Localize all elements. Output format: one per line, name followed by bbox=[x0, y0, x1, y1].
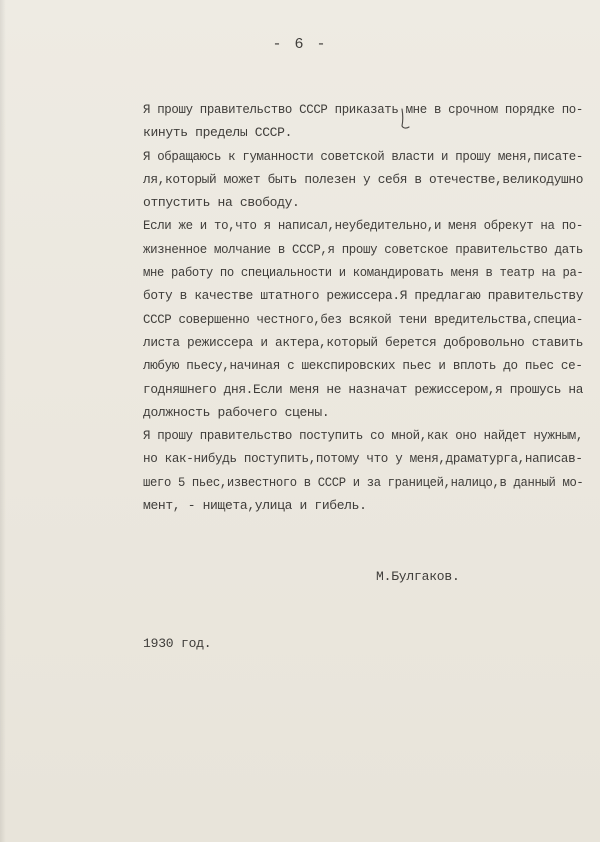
text-line: Если же и то,что я написал,неубедительно,и меня обрекут на по- bbox=[143, 218, 583, 234]
text-line: Я прошу правительство СССР приказать мне в срочном порядке по- bbox=[143, 102, 583, 117]
show-through-mark bbox=[20, 196, 44, 206]
signature: М.Булгаков. bbox=[376, 569, 460, 584]
text-line: Я обращаюсь к гуманности советской власти и прошу меня,писате- bbox=[143, 148, 583, 164]
pen-correction-mark bbox=[396, 106, 414, 136]
text-line: Я прошу правительство поступить со мной,как оно найдет нужным, bbox=[143, 428, 583, 444]
text-line: ля,который может быть полезен у себя в отечестве,великодушно bbox=[143, 171, 584, 187]
text-line: кинуть пределы СССР. bbox=[143, 125, 293, 141]
text-line: отпустить на свободу. bbox=[143, 195, 300, 211]
text-line: шего 5 пьес,известного в СССР и за границей,налицо,в данный мо- bbox=[143, 474, 584, 490]
page-number: - 6 - bbox=[272, 36, 328, 53]
text-line: мне работу по специальности и командировать меня в театр на ра- bbox=[143, 265, 584, 281]
text-line: но как-нибудь поступить,потому что у меня,драматурга,написав- bbox=[143, 451, 583, 467]
show-through-mark bbox=[20, 300, 44, 310]
text-line: листа режиссера и актера,который берется добровольно ставить bbox=[143, 334, 584, 350]
text-line: жизненное молчание в СССР,я прошу советское правительство дать bbox=[143, 241, 583, 257]
letter-body bbox=[143, 98, 583, 517]
text-line: любую пьесу,начиная с шекспировских пьес и вплоть до пьес се- bbox=[143, 358, 583, 374]
text-line: СССР совершенно честного,без всякой тени вредительства,специа- bbox=[143, 311, 583, 327]
text-line: должность рабочего сцены. bbox=[143, 404, 330, 420]
text-line: мент, - нищета,улица и гибель. bbox=[143, 498, 367, 514]
text-line: годняшнего дня.Если меня не назначат режиссером,я прошусь на bbox=[143, 381, 584, 397]
text-line: боту в качестве штатного режиссера.Я предлагаю правительству bbox=[143, 288, 584, 304]
document-date: 1930 год. bbox=[143, 636, 212, 651]
